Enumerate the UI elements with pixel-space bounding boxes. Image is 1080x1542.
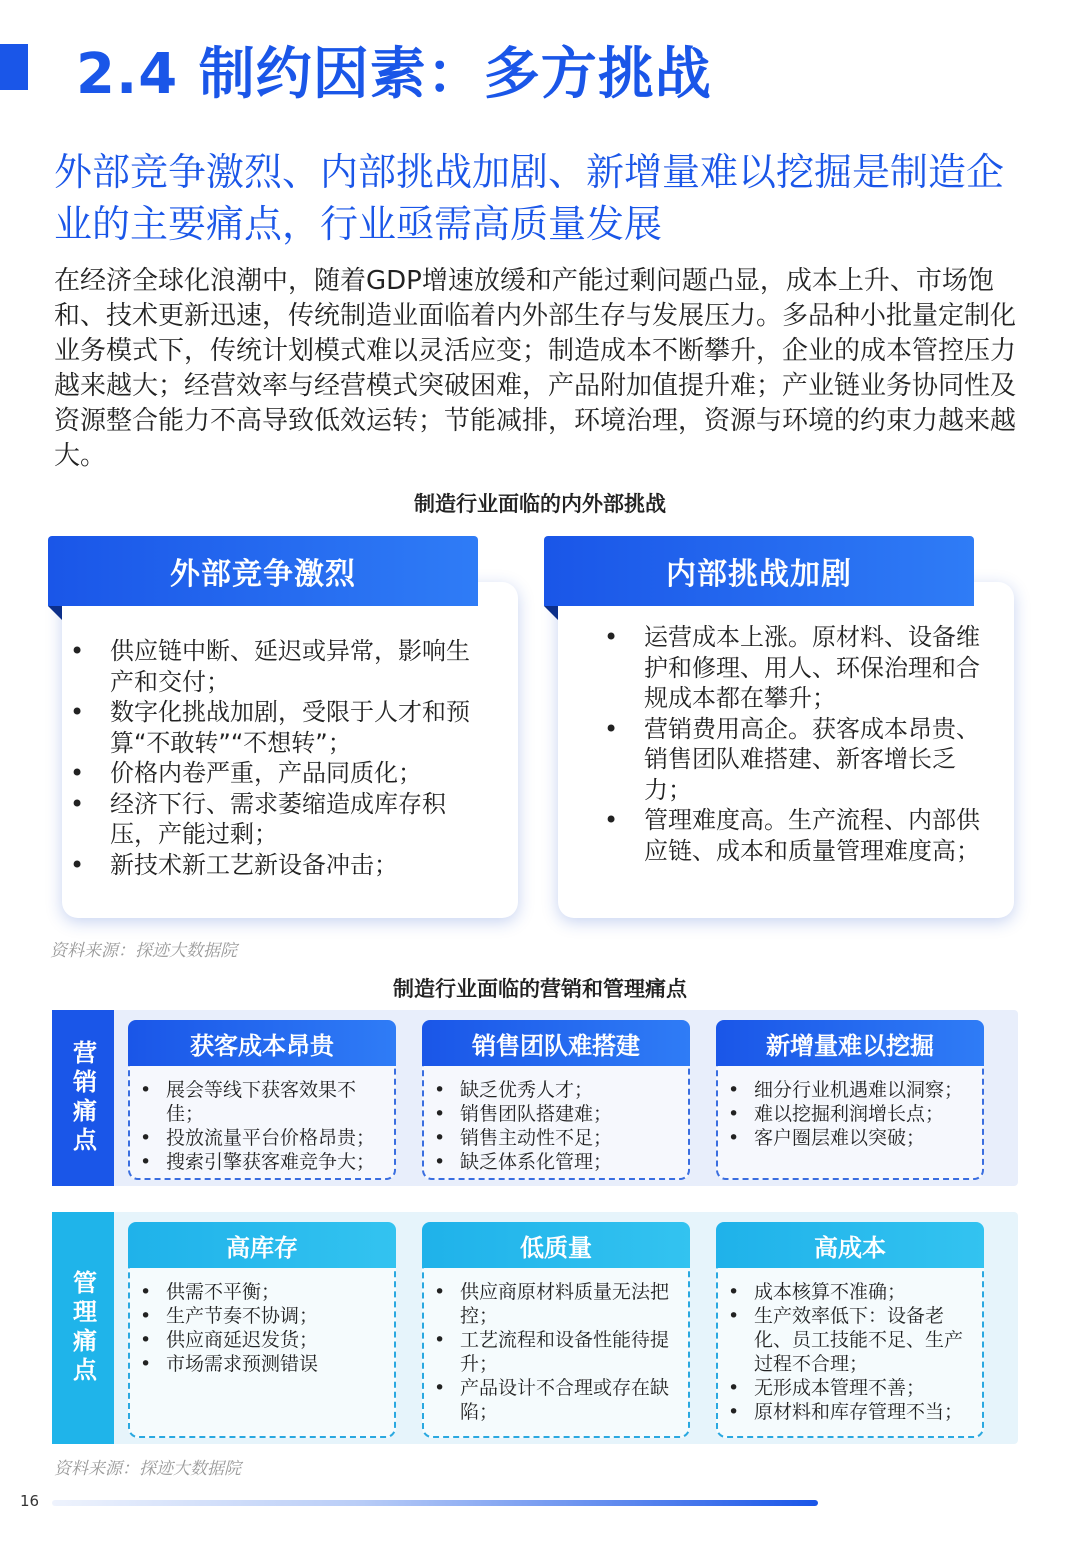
list-item: • 供应链中断、延迟或异常，影响生产和交付； [110,636,470,697]
list-item: • 供需不平衡； [166,1280,388,1304]
footer-bar [52,1500,818,1506]
list-item: • 供应商原材料质量无法把控； [460,1280,682,1328]
internal-challenge-card [544,536,1014,918]
pain-list [460,1078,682,1174]
page-subtitle: 外部竞争激烈、内部挑战加剧、新增量难以挖掘是制造企业的主要痛点，行业亟需高质量发展 [54,150,1005,246]
pain-card-title: 获客成本昂贵 [128,1020,396,1066]
internal-challenge-list [644,622,994,866]
pain-card-title: 高成本 [716,1222,984,1268]
page-number: 16 [20,1492,40,1510]
list-item: • 生产节奏不协调； [166,1304,388,1328]
list-item: • 工艺流程和设备性能待提升； [460,1328,682,1376]
page-title: 2.4 制约因素：多方挑战 [76,42,712,107]
pain-card-title: 低质量 [422,1222,690,1268]
pain-card [128,1020,396,1180]
list-item: • 数字化挑战加剧，受限于人才和预算“不敢转”“不想转”； [110,697,470,758]
marketing-pain-label: 营销痛点 [52,1010,114,1186]
external-challenge-list [110,636,470,880]
intro-paragraph: 在经济全球化浪潮中，随着GDP增速放缓和产能过剩问题凸显，成本上升、市场饱和、技术更新迅速，传统制造业面临着内外部生存与发展压力。多品种小批量定制化业务模式下，传统计划模式难以灵活应变；制造成本不断攀升，企业的成本管控压力越来越大；经营效率与经营模式突破困难，产品附加值提升难；产业链业务协同性及资源整合能力不高导致低效运转；节能减排，环境治理，资源与环境的约束力越来越大。 [54,266,1017,471]
pain-list [460,1280,682,1424]
list-item: • 原材料和库存管理不当； [754,1400,976,1424]
list-item: • 经济下行、需求萎缩造成库存积压，产能过剩； [110,789,470,850]
list-item: • 展会等线下获客效果不佳； [166,1078,388,1126]
challenges-heading: 制造行业面临的内外部挑战 [414,492,666,516]
pain-list [754,1078,976,1150]
pain-card [716,1222,984,1438]
list-item: • 搜索引擎获客难竞争大； [166,1150,388,1174]
list-item: • 运营成本上涨。原材料、设备维护和修理、用人、环保治理和合规成本都在攀升； [644,622,994,714]
list-item: • 价格内卷严重，产品同质化； [110,758,470,789]
pain-list [166,1280,388,1376]
source-note: 资料来源：探迹大数据院 [54,1459,241,1479]
external-challenge-card [48,536,518,918]
external-challenge-title: 外部竞争激烈 [48,536,478,606]
pain-list [754,1280,976,1424]
list-item: • 投放流量平台价格昂贵； [166,1126,388,1150]
list-item: • 生产效率低下：设备老化、员工技能不足、生产过程不合理； [754,1304,976,1376]
list-item: • 销售团队搭建难； [460,1102,682,1126]
pain-card [716,1020,984,1180]
pain-card-title: 高库存 [128,1222,396,1268]
pain-card [422,1020,690,1180]
pain-card [128,1222,396,1438]
list-item: • 成本核算不准确； [754,1280,976,1304]
list-item: • 产品设计不合理或存在缺陷； [460,1376,682,1424]
list-item: • 新技术新工艺新设备冲击； [110,850,470,881]
list-item: • 销售主动性不足； [460,1126,682,1150]
management-pain-label: 管理痛点 [52,1212,114,1444]
source-note: 资料来源：探迹大数据院 [50,941,237,961]
management-pain-group [52,1212,1018,1444]
marketing-pain-group [52,1010,1018,1186]
internal-challenge-title: 内部挑战加剧 [544,536,974,606]
list-item: • 缺乏优秀人才； [460,1078,682,1102]
list-item: • 营销费用高企。获客成本昂贵、销售团队难搭建、新客增长乏力； [644,714,994,806]
pain-card-title: 新增量难以挖掘 [716,1020,984,1066]
list-item: • 无形成本管理不善； [754,1376,976,1400]
list-item: • 供应商延迟发货； [166,1328,388,1352]
pain-points-heading: 制造行业面临的营销和管理痛点 [393,977,687,1001]
list-item: • 客户圈层难以突破； [754,1126,976,1150]
pain-card [422,1222,690,1438]
list-item: • 市场需求预测错误 [166,1352,388,1376]
list-item: • 管理难度高。生产流程、内部供应链、成本和质量管理难度高； [644,805,994,866]
pain-list [166,1078,388,1174]
list-item: • 缺乏体系化管理； [460,1150,682,1174]
pain-card-title: 销售团队难搭建 [422,1020,690,1066]
title-marker [0,44,28,90]
list-item: • 难以挖掘利润增长点； [754,1102,976,1126]
list-item: • 细分行业机遇难以洞察； [754,1078,976,1102]
